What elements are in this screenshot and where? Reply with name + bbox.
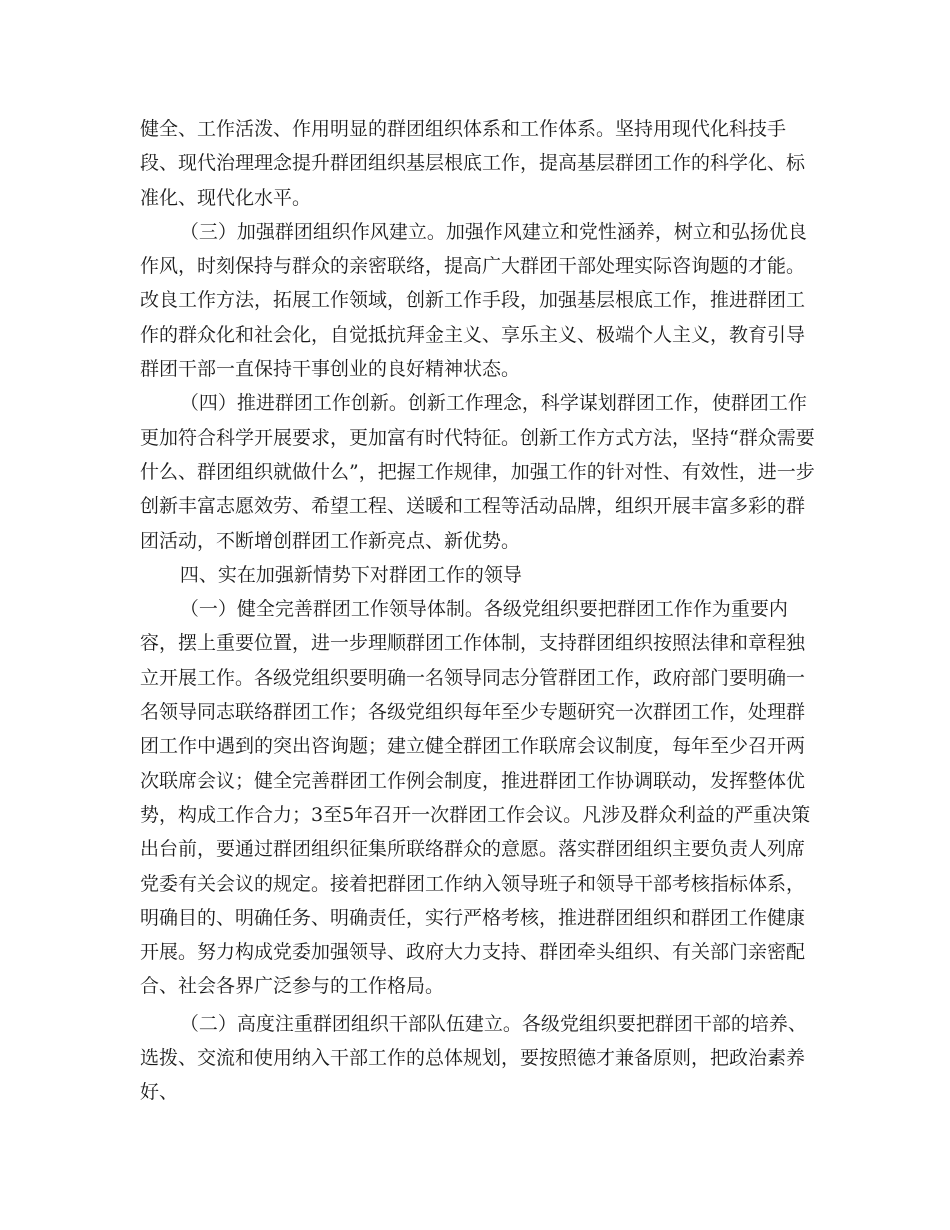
paragraph-continuation: 健全、工作活泼、作用明显的群团组织体系和工作体系。坚持用现代化科技手段、现代治理理念提升群团组织基层根底工作，提高基层群团工作的科学化、标准化、现代化水平。 [140, 118, 806, 209]
paragraph-subsection-2: （二）高度注重群团组织干部队伍建立。各级党组织要把群团干部的培养、选拨、交流和使用纳入干部工作的总体规划，要按照德才兼备原则，把政治素养好、 [140, 1012, 807, 1104]
document-body [140, 112, 816, 1110]
paragraph-section-3: （三）加强群团组织作风建立。加强作风建立和党性涵养，树立和弘扬优良作风，时刻保持与群众的亲密联络，提高广大群团干部处理实际咨询题的才能。改良工作方法，拓展工作领域，创新工作手段，加强基层根底工作，推进群团工作的群众化和社会化，自觉抵抗拜金主义、享乐主义、极端个人主义，教育引导群团干部一直保持干事创业的良好精神状态。 [140, 220, 807, 381]
paragraph-section-4: （四）推进群团工作创新。创新工作理念，科学谋划群团工作，使群团工作更加符合科学开展要求，更加富有时代特征。创新工作方式方法，坚持“群众需要什么、群团组织就做什么”，把握工作规律，加强工作的针对性、有效性，进一步创新丰富志愿效劳、希望工程、送暖和工程等活动品牌，组织开展丰富多彩的群团活动，不断增创群团工作新亮点、新优势。 [140, 392, 815, 552]
paragraph-subsection-1: （一）健全完善群团工作领导体制。各级党组织要把群团工作作为重要内容，摆上重要位置，进一步理顺群团工作体制，支持群团组织按照法律和章程独立开展工作。各级党组织要明确一名领导同志分管群团工作，政府部门要明确一名领导同志联络群团工作；各级党组织每年至少专题研究一次群团工作，处理群团工作中遇到的突出咨询题；建立健全群团工作联席会议制度，每年至少召开两次联席会议；健全完善群团工作例会制度，推进群团工作协调联动，发挥整体优势，构成工作合力；3至5年召开一次群团工作会议。凡涉及群众利益的严重决策出台前，要通过群团组织征集所联络群众的意愿。落实群团组织主要负责人列席党委有关会议的规定。接着把群团工作纳入领导班子和领导干部考核指标体系，明确目的、明确任务、明确责任，实行严格考核，推进群团组织和群团工作健康开展。努力构成党委加强领导、政府大力支持、群团牵头组织、有关部门亲密配合、社会各界广泛参与的工作格局。 [140, 598, 811, 998]
section-heading-4: 四、实在加强新情势下对群团工作的领导 [179, 563, 522, 586]
